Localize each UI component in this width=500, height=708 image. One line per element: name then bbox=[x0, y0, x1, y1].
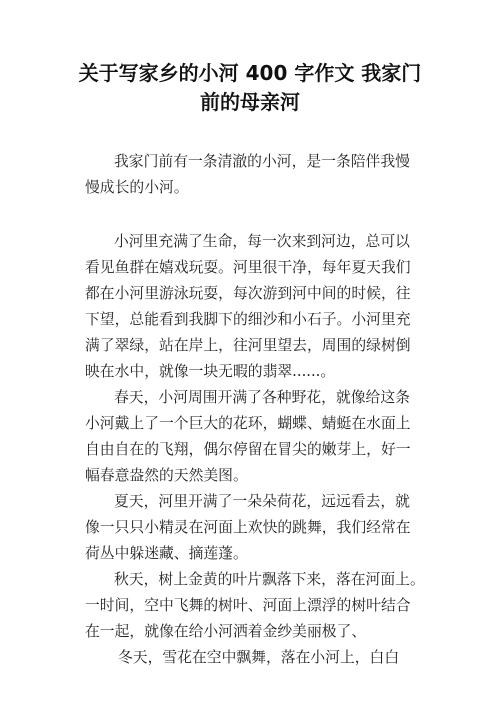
paragraph-line: 幅春意盎然的天然美图。 bbox=[85, 467, 248, 484]
paragraph-line: 慢成长的小河。 bbox=[85, 179, 189, 196]
paragraph-line: 一时间，空中飞舞的树叶、河面上漂浮的树叶结合 bbox=[85, 597, 411, 614]
paragraph-line: 春天，小河周围开满了各种野花，就像给这条 bbox=[114, 389, 410, 406]
paragraph-line: 秋天，树上金黄的叶片飘落下来，落在河面上。 bbox=[114, 571, 425, 588]
paragraph-line: 荷丛中躲迷藏、摘莲蓬。 bbox=[85, 545, 248, 562]
paragraph-line: 在一起，就像在给小河洒着金纱美丽极了、 bbox=[85, 623, 367, 640]
paragraph-line: 像一只只小精灵在河面上欢快的跳舞，我们经常在 bbox=[85, 519, 411, 536]
paragraph-line: 冬天，雪花在空中飘舞，落在小河上，白白 bbox=[118, 649, 400, 666]
paragraph-line: 夏天，河里开满了一朵朵荷花，远远看去，就 bbox=[114, 493, 410, 510]
paragraph-line: 满了翠绿，站在岸上，往河里望去，周围的绿树倒 bbox=[85, 337, 411, 354]
paragraph-line: 映在水中，就像一块无暇的翡翠......。 bbox=[85, 363, 336, 380]
paragraph-line: 下望，总能看到我脚下的细沙和小石子。小河里充 bbox=[85, 311, 411, 328]
paragraph-line: 小河戴上了一个巨大的花环，蝴蝶、蜻蜓在水面上 bbox=[85, 415, 411, 432]
article-title-line-2: 前的母亲河 bbox=[200, 90, 300, 114]
article-title-line-1: 关于写家乡的小河 400 字作文 我家门 bbox=[78, 61, 422, 85]
paragraph-line: 我家门前有一条清澈的小河，是一条陪伴我慢 bbox=[114, 153, 410, 170]
paragraph-line: 都在小河里游泳玩耍，每次游到河中间的时候，往 bbox=[85, 285, 411, 302]
paragraph-line: 小河里充满了生命，每一次来到河边，总可以 bbox=[114, 233, 410, 250]
paragraph-line: 看见鱼群在嬉戏玩耍。河里很干净，每年夏天我们 bbox=[85, 259, 411, 276]
paragraph-line: 自由自在的飞翔，偶尔停留在冒尖的嫩芽上，好一 bbox=[85, 441, 411, 458]
